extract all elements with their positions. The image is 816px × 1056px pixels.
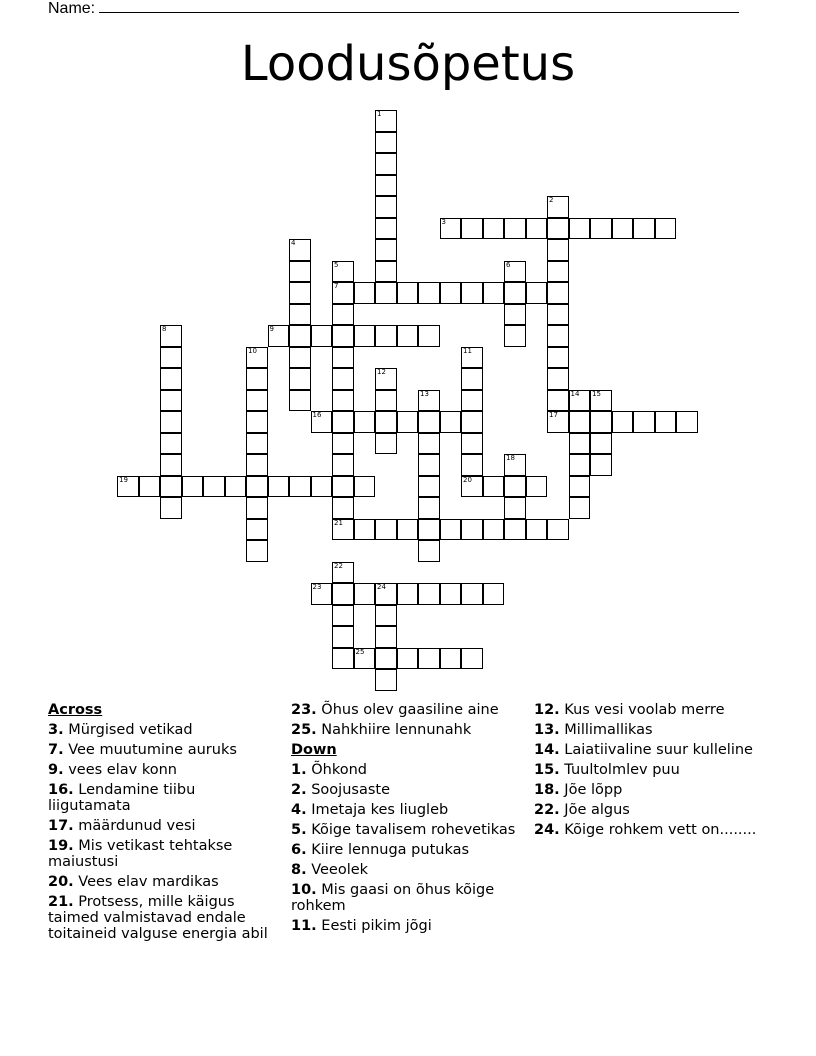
grid-cell[interactable]	[375, 368, 397, 390]
grid-cell[interactable]	[569, 411, 591, 433]
clue-column-2	[291, 702, 523, 938]
grid-cell[interactable]	[504, 519, 526, 541]
grid-cell[interactable]	[461, 519, 483, 541]
grid-cell[interactable]	[375, 218, 397, 240]
grid-cell[interactable]	[547, 304, 569, 326]
grid-cell[interactable]	[225, 476, 247, 498]
clue-item-text: Mis vetikast tehtakse maiustusi	[48, 838, 233, 870]
grid-cell[interactable]	[332, 497, 354, 519]
grid-cell[interactable]	[375, 519, 397, 541]
clue-item	[48, 742, 280, 758]
grid-cell[interactable]	[676, 411, 698, 433]
grid-cell[interactable]	[418, 648, 440, 670]
page-title: Loodusõpetus	[240, 36, 576, 92]
grid-cell[interactable]	[461, 282, 483, 304]
clue-number: 12	[377, 368, 386, 376]
clue-number: 7	[334, 282, 339, 290]
grid-cell[interactable]	[375, 132, 397, 154]
clue-number: 18	[506, 454, 515, 462]
grid-cell[interactable]	[354, 411, 376, 433]
grid-cell[interactable]	[418, 325, 440, 347]
grid-cell[interactable]	[332, 648, 354, 670]
grid-cell[interactable]	[311, 411, 333, 433]
grid-cell[interactable]	[483, 519, 505, 541]
grid-cell[interactable]	[332, 519, 354, 541]
grid-cell[interactable]	[504, 218, 526, 240]
clue-item-text: Kiire lennuga putukas	[306, 842, 470, 858]
grid-cell[interactable]	[612, 218, 634, 240]
clue-number: 3	[441, 217, 446, 226]
clue-item	[291, 918, 523, 934]
grid-cell[interactable]	[117, 476, 139, 498]
grid-cell[interactable]	[332, 454, 354, 476]
grid-cell[interactable]	[504, 497, 526, 519]
grid-cell[interactable]	[354, 648, 376, 670]
grid-cell[interactable]	[418, 583, 440, 605]
grid-cell[interactable]	[203, 476, 225, 498]
grid-cell[interactable]	[289, 368, 311, 390]
grid-cell[interactable]	[375, 282, 397, 304]
grid-cell[interactable]	[332, 626, 354, 648]
grid-cell[interactable]	[375, 648, 397, 670]
clue-item	[291, 702, 523, 718]
grid-cell[interactable]	[504, 325, 526, 347]
clue-item-number: 17.	[48, 818, 74, 834]
clue-item	[291, 862, 523, 878]
grid-cell[interactable]	[569, 218, 591, 240]
clue-item	[534, 762, 766, 778]
grid-cell[interactable]	[440, 648, 462, 670]
grid-cell[interactable]	[289, 282, 311, 304]
clue-item-number: 19.	[48, 838, 74, 854]
clue-item-number: 25.	[291, 722, 317, 738]
clue-item	[48, 762, 280, 778]
clue-item-number: 22.	[534, 802, 560, 818]
grid-cell[interactable]	[655, 218, 677, 240]
grid-cell[interactable]	[590, 390, 612, 412]
grid-cell[interactable]	[375, 669, 397, 691]
grid-cell[interactable]	[418, 411, 440, 433]
grid-cell[interactable]	[612, 411, 634, 433]
clue-item-text: Kõige rohkem vett on........	[559, 822, 757, 838]
clue-column-3	[534, 702, 766, 842]
clue-item-number: 9.	[48, 762, 64, 778]
clue-item-text: Lendamine tiibu liigutamata	[48, 782, 196, 814]
grid-cell[interactable]	[397, 411, 419, 433]
clue-item-text: Eesti pikim jõgi	[316, 918, 432, 934]
grid-cell[interactable]	[375, 239, 397, 261]
grid-cell[interactable]	[246, 368, 268, 390]
grid-cell[interactable]	[418, 497, 440, 519]
grid-cell[interactable]	[375, 110, 397, 132]
grid-cell[interactable]	[461, 433, 483, 455]
clue-number: 25	[355, 647, 365, 656]
grid-cell[interactable]	[375, 390, 397, 412]
clue-item	[291, 782, 523, 798]
grid-cell[interactable]	[418, 519, 440, 541]
grid-cell[interactable]	[504, 304, 526, 326]
clue-item-number: 23.	[291, 702, 317, 718]
grid-cell[interactable]	[160, 497, 182, 519]
clue-item-text: Protsess, mille käigus taimed valmistavad endale toitaineid valguse energia abil	[48, 894, 268, 942]
grid-cell[interactable]	[461, 476, 483, 498]
clue-item-number: 13.	[534, 722, 560, 738]
across-heading: Across	[48, 702, 103, 718]
grid-cell[interactable]	[311, 325, 333, 347]
grid-cell[interactable]	[418, 282, 440, 304]
grid-cell[interactable]	[397, 325, 419, 347]
grid-cell[interactable]	[461, 390, 483, 412]
grid-cell[interactable]	[332, 368, 354, 390]
grid-cell[interactable]	[418, 476, 440, 498]
clue-item-number: 8.	[291, 862, 307, 878]
grid-cell[interactable]	[332, 282, 354, 304]
grid-cell[interactable]	[655, 411, 677, 433]
grid-cell[interactable]	[461, 218, 483, 240]
grid-cell[interactable]	[332, 261, 354, 283]
grid-cell[interactable]	[547, 411, 569, 433]
clue-number: 9	[269, 325, 274, 333]
clue-item	[48, 722, 280, 738]
grid-cell[interactable]	[246, 411, 268, 433]
clue-item	[48, 782, 280, 814]
clue-item-text: Kus vesi voolab merre	[559, 702, 725, 718]
grid-cell[interactable]	[483, 476, 505, 498]
grid-cell[interactable]	[375, 626, 397, 648]
grid-cell[interactable]	[590, 433, 612, 455]
grid-cell[interactable]	[375, 325, 397, 347]
grid-cell[interactable]	[354, 282, 376, 304]
grid-cell[interactable]	[461, 648, 483, 670]
clue-item-number: 15.	[534, 762, 560, 778]
clue-item	[291, 822, 523, 838]
clue-item	[291, 722, 523, 738]
grid-cell[interactable]	[461, 454, 483, 476]
grid-cell[interactable]	[397, 282, 419, 304]
grid-cell[interactable]	[526, 519, 548, 541]
clue-item	[534, 802, 766, 818]
grid-cell[interactable]	[633, 411, 655, 433]
clue-item-text: Veeolek	[306, 862, 369, 878]
grid-cell[interactable]	[289, 476, 311, 498]
grid-cell[interactable]	[375, 433, 397, 455]
clue-item-number: 16.	[48, 782, 74, 798]
clue-item-number: 11.	[291, 918, 317, 934]
grid-cell[interactable]	[569, 433, 591, 455]
grid-cell[interactable]	[504, 261, 526, 283]
grid-cell[interactable]	[289, 390, 311, 412]
grid-cell[interactable]	[547, 218, 569, 240]
grid-cell[interactable]	[547, 196, 569, 218]
clue-item	[534, 702, 766, 718]
clue-number: 19	[119, 475, 128, 484]
clue-item-number: 1.	[291, 762, 307, 778]
grid-cell[interactable]	[590, 454, 612, 476]
grid-cell[interactable]	[160, 347, 182, 369]
clue-item-text: Tuultolmlev puu	[559, 762, 680, 778]
grid-cell[interactable]	[547, 261, 569, 283]
grid-cell[interactable]	[440, 411, 462, 433]
grid-cell[interactable]	[397, 648, 419, 670]
clue-item-number: 21.	[48, 894, 74, 910]
name-underline[interactable]	[99, 0, 739, 13]
grid-cell[interactable]	[246, 433, 268, 455]
grid-cell[interactable]	[418, 433, 440, 455]
clue-item-text: Millimallikas	[559, 722, 653, 738]
grid-cell[interactable]	[569, 390, 591, 412]
grid-cell[interactable]	[246, 347, 268, 369]
clue-number: 17	[549, 411, 558, 419]
grid-cell[interactable]	[633, 218, 655, 240]
clue-number: 5	[334, 260, 339, 269]
clue-item	[534, 742, 766, 758]
grid-cell[interactable]	[526, 218, 548, 240]
grid-cell[interactable]	[375, 411, 397, 433]
clue-number: 1	[377, 110, 382, 118]
grid-cell[interactable]	[160, 368, 182, 390]
clue-item-text: Õhus olev gaasiline aine	[316, 702, 499, 718]
grid-cell[interactable]	[246, 454, 268, 476]
grid-cell[interactable]	[332, 562, 354, 584]
grid-cell[interactable]	[139, 476, 161, 498]
clue-item-text: Mis gaasi on õhus kõige rohkem	[291, 882, 495, 914]
clue-number: 16	[312, 411, 322, 419]
grid-cell[interactable]	[375, 153, 397, 175]
grid-cell[interactable]	[311, 583, 333, 605]
grid-cell[interactable]	[440, 519, 462, 541]
grid-cell[interactable]	[526, 282, 548, 304]
grid-cell[interactable]	[332, 411, 354, 433]
grid-cell[interactable]	[289, 347, 311, 369]
grid-cell[interactable]	[547, 519, 569, 541]
clue-item-number: 5.	[291, 822, 307, 838]
grid-cell[interactable]	[354, 519, 376, 541]
clue-item-number: 18.	[534, 782, 560, 798]
grid-cell[interactable]	[375, 196, 397, 218]
clue-item-text: vees elav konn	[63, 762, 177, 778]
clue-number: 15	[592, 389, 601, 398]
grid-cell[interactable]	[375, 583, 397, 605]
clue-item-text: Jõe algus	[559, 802, 630, 818]
grid-cell[interactable]	[418, 390, 440, 412]
grid-cell[interactable]	[289, 239, 311, 261]
down-heading: Down	[291, 742, 337, 758]
clue-item-number: 7.	[48, 742, 64, 758]
clue-number: 4	[291, 239, 296, 247]
clue-item-text: Jõe lõpp	[559, 782, 623, 798]
clue-item-number: 4.	[291, 802, 307, 818]
clue-item	[291, 842, 523, 858]
clue-item	[291, 882, 523, 914]
clue-item-text: Vee muutumine auruks	[63, 742, 237, 758]
clue-item-text: määrdunud vesi	[73, 818, 196, 834]
grid-cell[interactable]	[332, 476, 354, 498]
grid-cell[interactable]	[354, 583, 376, 605]
grid-cell[interactable]	[332, 325, 354, 347]
clue-number: 21	[334, 518, 343, 527]
grid-cell[interactable]	[547, 282, 569, 304]
grid-cell[interactable]	[246, 476, 268, 498]
grid-cell[interactable]	[160, 476, 182, 498]
grid-cell[interactable]	[246, 390, 268, 412]
grid-cell[interactable]	[440, 583, 462, 605]
clue-item	[48, 874, 280, 890]
grid-cell[interactable]	[504, 282, 526, 304]
clue-number: 13	[420, 389, 429, 398]
grid-cell[interactable]	[332, 347, 354, 369]
clue-item-number: 3.	[48, 722, 64, 738]
grid-cell[interactable]	[160, 411, 182, 433]
grid-cell[interactable]	[332, 390, 354, 412]
grid-cell[interactable]	[418, 540, 440, 562]
grid-cell[interactable]	[332, 583, 354, 605]
grid-cell[interactable]	[289, 304, 311, 326]
clue-number: 11	[463, 346, 472, 355]
grid-cell[interactable]	[440, 218, 462, 240]
clue-item-number: 2.	[291, 782, 307, 798]
clue-column-1	[48, 702, 280, 946]
clue-item-number: 10.	[291, 882, 317, 898]
grid-cell[interactable]	[483, 583, 505, 605]
clue-item-text: Laiatiivaline suur kulleline	[559, 742, 753, 758]
grid-cell[interactable]	[440, 282, 462, 304]
grid-cell[interactable]	[354, 476, 376, 498]
grid-cell[interactable]	[160, 454, 182, 476]
clue-number: 24	[377, 583, 386, 591]
grid-cell[interactable]	[418, 454, 440, 476]
clue-item	[48, 838, 280, 870]
grid-cell[interactable]	[590, 218, 612, 240]
clue-item-text: Mürgised vetikad	[63, 722, 193, 738]
clue-number: 23	[312, 583, 322, 591]
grid-cell[interactable]	[547, 347, 569, 369]
clue-item-text: Imetaja kes liugleb	[306, 802, 449, 818]
grid-cell[interactable]	[504, 454, 526, 476]
grid-cell[interactable]	[375, 175, 397, 197]
grid-cell[interactable]	[332, 605, 354, 627]
grid-cell[interactable]	[246, 519, 268, 541]
clue-number: 10	[248, 346, 257, 355]
grid-cell[interactable]	[461, 583, 483, 605]
clue-item-number: 14.	[534, 742, 560, 758]
clue-item	[534, 782, 766, 798]
clue-item	[534, 822, 766, 838]
clue-item-text: Vees elav mardikas	[73, 874, 219, 890]
clue-item-number: 6.	[291, 842, 307, 858]
grid-cell[interactable]	[547, 368, 569, 390]
name-field[interactable]	[48, 0, 739, 18]
grid-cell[interactable]	[289, 261, 311, 283]
grid-cell[interactable]	[569, 497, 591, 519]
grid-cell[interactable]	[182, 476, 204, 498]
grid-cell[interactable]	[375, 261, 397, 283]
grid-cell[interactable]	[526, 476, 548, 498]
grid-cell[interactable]	[461, 368, 483, 390]
grid-cell[interactable]	[397, 583, 419, 605]
clue-number: 8	[162, 325, 167, 333]
clue-number: 14	[570, 389, 580, 398]
name-label: Name:	[48, 0, 96, 17]
grid-cell[interactable]	[160, 433, 182, 455]
clue-item-text: Õhkond	[306, 762, 367, 778]
clue-item	[48, 894, 280, 942]
clue-item-number: 20.	[48, 874, 74, 890]
grid-cell[interactable]	[569, 454, 591, 476]
grid-cell[interactable]	[461, 347, 483, 369]
clue-item-text: Kõige tavalisem rohevetikas	[306, 822, 516, 838]
grid-cell[interactable]	[289, 325, 311, 347]
clue-number: 2	[549, 196, 554, 204]
grid-cell[interactable]	[160, 390, 182, 412]
clue-item	[534, 722, 766, 738]
grid-cell[interactable]	[590, 411, 612, 433]
grid-cell[interactable]	[246, 540, 268, 562]
clue-number: 20	[463, 475, 472, 484]
grid-cell[interactable]	[375, 605, 397, 627]
clue-number: 22	[334, 561, 343, 570]
clue-item	[291, 802, 523, 818]
grid-cell[interactable]	[547, 390, 569, 412]
grid-cell[interactable]	[461, 411, 483, 433]
clue-item-number: 24.	[534, 822, 560, 838]
grid-cell[interactable]	[160, 325, 182, 347]
clue-item	[291, 762, 523, 778]
grid-cell[interactable]	[311, 476, 333, 498]
clue-item-text: Soojusaste	[306, 782, 390, 798]
grid-cell[interactable]	[504, 476, 526, 498]
grid-cell[interactable]	[483, 218, 505, 240]
grid-cell[interactable]	[569, 476, 591, 498]
grid-cell[interactable]	[397, 519, 419, 541]
grid-cell[interactable]	[354, 325, 376, 347]
grid-cell[interactable]	[246, 497, 268, 519]
clue-item	[48, 818, 280, 834]
grid-cell[interactable]	[332, 304, 354, 326]
grid-cell[interactable]	[483, 282, 505, 304]
clue-item-number: 12.	[534, 702, 560, 718]
clue-number: 6	[506, 260, 511, 269]
clue-item-text: Nahkhiire lennunahk	[316, 722, 472, 738]
grid-cell[interactable]	[332, 433, 354, 455]
grid-cell[interactable]	[547, 325, 569, 347]
grid-cell[interactable]	[268, 476, 290, 498]
grid-cell[interactable]	[547, 239, 569, 261]
grid-cell[interactable]	[268, 325, 290, 347]
